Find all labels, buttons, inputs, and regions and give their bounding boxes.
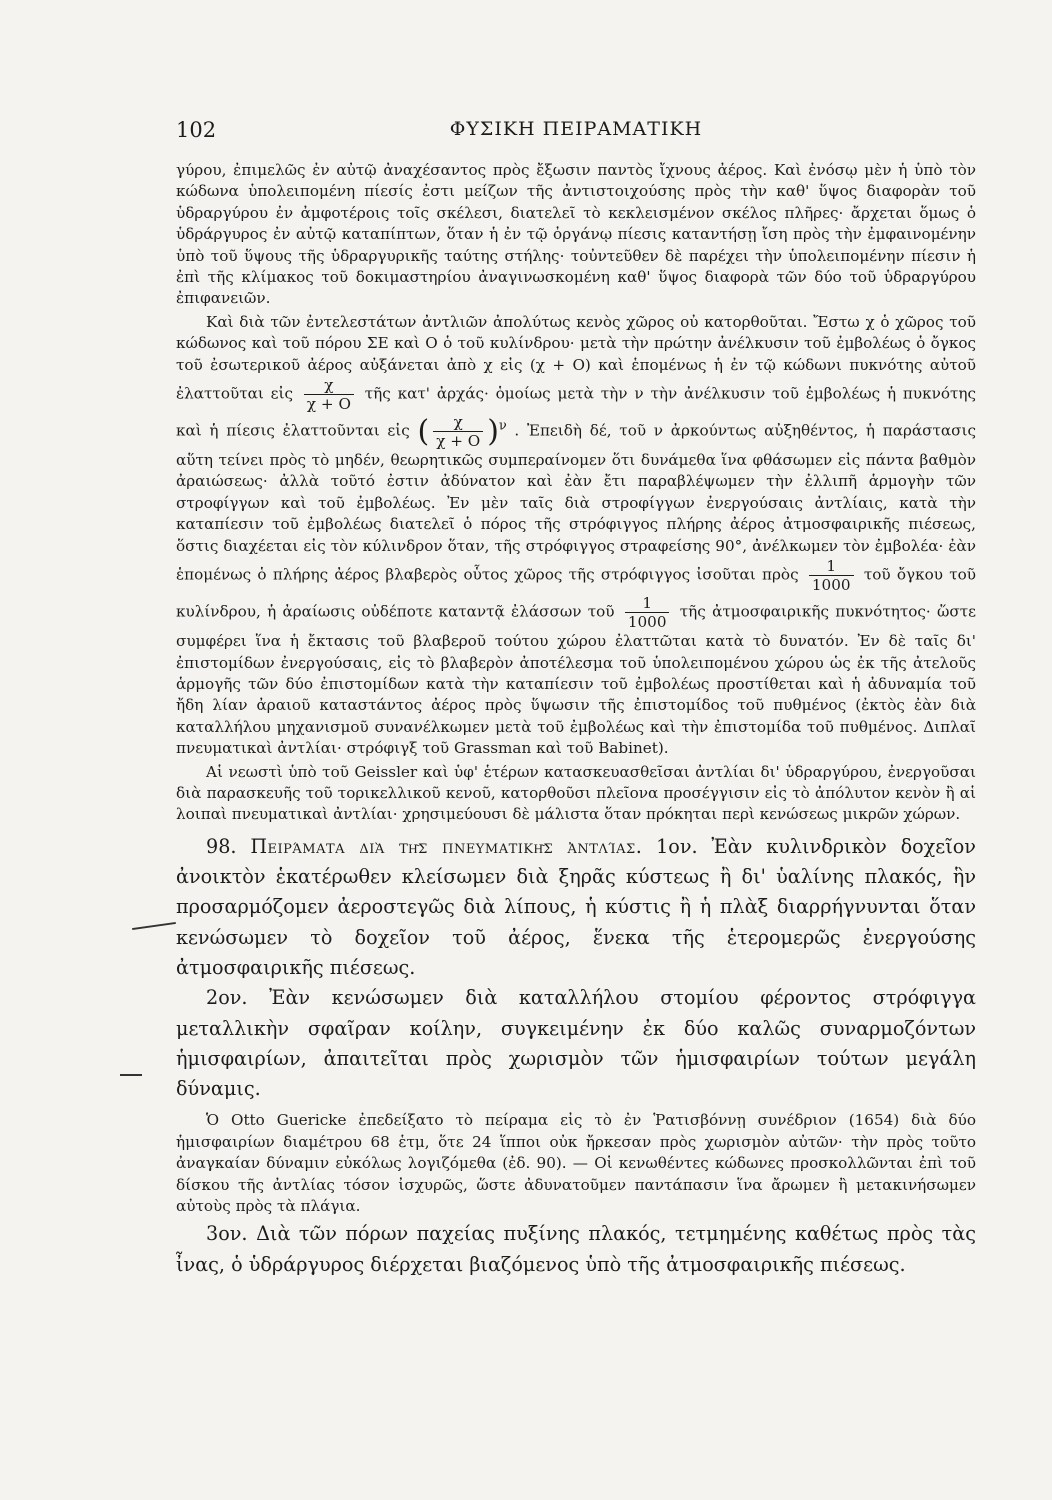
margin-mark	[132, 922, 176, 930]
experiment-label: 3ον.	[206, 1222, 248, 1246]
page-header	[176, 118, 976, 148]
fraction-denominator: 1000	[627, 613, 667, 632]
fraction-numerator: χ	[433, 413, 483, 432]
fraction	[625, 594, 670, 631]
fraction	[433, 413, 483, 450]
paren-open: (	[417, 413, 430, 449]
experiment-3	[176, 1219, 976, 1280]
fraction-denominator: χ + Ο	[306, 395, 351, 414]
paragraph-mercury-gauge: γύρου, ἐπιμελῶς ἐν αὐτῷ ἀναχέσαντος πρὸς ἔξωσιν παντὸς ἴχνους ἀέρος. Καὶ ἐνόσῳ μὲν ἡ ὑπὸ τὸν κώδωνα ὑπολειπομένη πίεσίς ἐστι μείζων τῆς ἀντιστοιχούσης πρὸς τὴν καθ' ὕψος διαφορὰν τοῦ ὑδραργύρου ἐν ἀμφοτέροις τοῖς σκέλεσι, διατελεῖ τὸ κεκλεισμένον σκέλος πλῆρες· ἄρχεται ὅμως ὁ ὑδράργυρος ἐν αὐτῷ καταπίπτων, ὅταν ἡ ἐν τῷ ὀργάνῳ πίεσις καταντήσῃ ἴση πρὸς τὴν ἐμφαινομένην ὑπὸ τοῦ ὕψους τῆς ὑδραργυρικῆς ταύτης στήλης· τοὐντεῦθεν δὲ παρέχει τὴν ὑπολειπομένην πίεσιν ἡ ἐπὶ τῆς κλίμακος τοῦ δοκιμαστηρίου ἀναγινωσκομένη καθ' ὕψος διαφορὰ τῶν δύο τοῦ ὑδραργύρου ἐπιφανειῶν.	[176, 161, 976, 308]
section-title: Πειράματα διὰ τῆς πνευματικῆς ἀντλίας.	[250, 834, 643, 858]
fraction	[304, 376, 354, 413]
text-run: Καὶ διὰ τῶν ἐντελεστάτων ἀντλιῶν ἀπολύτως κενὸς χῶρος οὐ κατορθοῦται. Ἔστω χ ὁ χῶρος τοῦ κώδωνος καὶ τοῦ πόρου ΣΕ καὶ Ο ὁ τοῦ κυλίνδρου· μετὰ τὴν πρώτην ἀνέλκυσιν τοῦ ἐμβολέως ὁ ὄγκος τοῦ ἐσωτερικοῦ ἀέρος αὐξάνεται ἀπὸ χ εἰς (χ + Ο) καὶ ἑπομένως ἡ ἐν τῷ κώδωνι πυκνότης αὐτοῦ ἐλαττοῦται εἰς	[176, 312, 976, 403]
page-number: 102	[176, 118, 217, 142]
experiment-label: 1ον.	[656, 834, 698, 858]
text-run: τῆς ἀτμοσφαιρικῆς πυκνότητος· ὥστε συμφέρει ἵνα ἡ ἔκτασις τοῦ βλαβεροῦ τούτου χώρου ἐλαττῶται κατὰ τὸ δυνατόν. Ἐν δὲ ταῖς δι' ἐπιστομίδων ἐνεργούσαις, εἰς τὸ βλαβερὸν ἀποτέλεσμα τοῦ ὑπολειπομένου χώρου ὡς ἐκ τῆς ἀτελοῦς ἁρμογῆς τῶν δύο ἐπιστομίδων κατὰ τὴν καταπίεσιν τοῦ ἐμβολέως προστίθεται καὶ ἡ ἀδυναμία τοῦ ἤδη λίαν ἀραιοῦ καταστάντος ἀέρος πρὸς ὕψωσιν τῆς ἐπιστομίδος τοῦ πυθμένος (ἐκτὸς ἐὰν διὰ καταλλήλου μηχανισμοῦ συνανέλκωμεν μετὰ τοῦ ἐμβολέως καὶ τὴν ἐπιστομίδα τοῦ πυθμένος. Διπλαῖ πνευματικαὶ ἀντλίαι· στρόφιγξ τοῦ Grassman καὶ τοῦ Babinet).	[176, 602, 977, 758]
paragraph-guericke: Ὁ Otto Guericke ἐπεδείξατο τὸ πείραμα εἰς τὸ ἐν Ῥατισβόννῃ συνέδριον (1654) διὰ δύο ἡμισφαιρίων διαμέτρου 68 ἑτμ, ὅτε 24 ἵπποι οὐκ ἤρκεσαν πρὸς χωρισμὸν αὐτῶν· τὴν πρὸς τοῦτο ἀναγκαίαν δύναμιν εὐκόλως λογιζόμεθα (ἐδ. 90). — Οἱ κενωθέντες κώδωνες προσκολλῶνται ἐπὶ τοῦ δίσκου τῆς ἀντλίας τόσον ἰσχυρῶς, ὥστε ἀδυνατοῦμεν παντάπασιν ἵνα ἄρωμεν ἢ μετακινήσωμεν αὐτοὺς πρὸς τὰ πλάγια.	[176, 1111, 976, 1216]
experiment-text: Διὰ τῶν πόρων παχείας πυξίνης πλακός, τετμημένης καθέτως πρὸς τὰς ἶνας, ὁ ὑδράργυρος διέρχεται βιαζόμενος ὑπὸ τῆς ἀτμοσφαιρικῆς πιέσεως.	[176, 1222, 976, 1276]
running-title: ΦΥΣΙΚΗ ΠΕΙΡΑΜΑΤΙΚΗ	[449, 118, 703, 140]
experiment-text: Ἐὰν κενώσωμεν διὰ καταλλήλου στομίου φέροντος στρόφιγγα μεταλλικὴν σφαῖραν κοίλην, συγκειμένην ἐκ δύο καλῶς συναρμοζόντων ἡμισφαιρίων, ἀπαιτεῖται πρὸς χωρισμὸν τῶν ἡμισφαιρίων τούτων μεγάλη δύναμις.	[176, 986, 976, 1101]
section-98	[176, 832, 976, 983]
text-run: τῆς κατ' ἀρχάς· ὁμοίως μετὰ τὴν ν τὴν ἀνέλκυσιν τοῦ ἐμβολέως ἡ πυκνότης καὶ ἡ πίεσις ἐλαττοῦνται εἰς	[176, 384, 977, 440]
experiment-text: Ἐὰν κυλινδρικὸν δοχεῖον ἀνοικτὸν ἑκατέρωθεν κλείσωμεν διὰ ξηρᾶς κύστεως ἢ δι' ὑαλίνης πλακός, ἣν προσαρμόζομεν ἀεροστεγῶς διὰ λίπους, ἡ κύστις ἢ ἡ πλὰξ διαρρήγνυνται ὅταν κενώσωμεν τὸ δοχεῖον τοῦ ἀέρος, ἕνεκα τῆς ἑτερομερῶς ἐνεργούσης ἀτμοσφαιρικῆς πιέσεως.	[176, 834, 976, 979]
paren-close: )	[487, 413, 499, 449]
paragraph-geissler-pumps: Αἱ νεωστὶ ὑπὸ τοῦ Geissler καὶ ὑφ' ἑτέρων κατασκευασθεῖσαι ἀντλίαι δι' ὑδραργύρου, ἐνεργοῦσαι διὰ παρασκευῆς τοῦ τορικελλικοῦ κενοῦ, κατορθοῦσι πλεῖονα προσέγγισιν εἰς τὸ ἀπόλυτον κενὸν ἢ αἱ λοιπαὶ πνευματικαὶ ἀντλίαι· χρησιμεύουσι δὲ μάλιστα ὅταν πρόκηται περὶ κενώσεως μικρῶν χώρων.	[176, 762, 976, 824]
experiment-label: 2ον.	[206, 986, 248, 1010]
body-text	[176, 160, 976, 1280]
exponent: ν	[498, 417, 507, 433]
fraction-numerator: 1	[809, 557, 854, 576]
margin-mark	[120, 1074, 142, 1076]
fraction	[809, 557, 854, 594]
text-run: τοῦ ὄγκου τοῦ κυλίνδρου, ἡ ἀραίωσις οὐδέποτε καταντᾷ ἐλάσσων τοῦ	[176, 565, 977, 621]
paragraph-vacuum-limit	[176, 312, 976, 760]
text-run: . Ἐπειδὴ δέ, τοῦ ν ἀρκούντως αὐξηθέντος, ἡ παράστασις αὕτη τείνει πρὸς τὸ μηδέν, θεωρητικῶς συμπεραίνομεν ὅτι δυνάμεθα ἵνα φθάσωμεν εἰς πάντα βαθμὸν ἀραιώσεως· ἀλλὰ τοῦτό ἐστιν ἀδύνατον καὶ ἐὰν ἔτι παραβλέψωμεν τὴν ἐλλιπῆ ἁρμογὴν τῶν στροφίγγων καὶ τοῦ ἐμβολέως. Ἐν μὲν ταῖς διὰ στροφίγγων ἐνεργούσαις ἀντλίαις, κατὰ τὴν καταπίεσιν τοῦ ἐμβολέως διατελεῖ ὁ πόρος τῆς στρόφιγγος πλήρης ἀέρος ἀτμοσφαιρικῆς πιέσεως, ὅστις διαχέεται εἰς τὸν κύλινδρον ὅταν, τῆς στρόφιγγος στραφείσης 90°, ἀνέλκωμεν τὸν ἐμβολέα· ἐὰν ἑπομένως ὁ πλήρης ἀέρος βλαβερὸς οὗτος χῶρος τῆς στρόφιγγος ἰσοῦται πρὸς	[176, 421, 976, 584]
fraction-numerator: 1	[625, 594, 670, 613]
fraction-denominator: χ + Ο	[436, 432, 481, 451]
fraction-numerator: χ	[304, 376, 354, 395]
fraction-denominator: 1000	[811, 576, 851, 595]
experiment-2	[176, 983, 976, 1104]
section-number: 98.	[206, 834, 237, 858]
